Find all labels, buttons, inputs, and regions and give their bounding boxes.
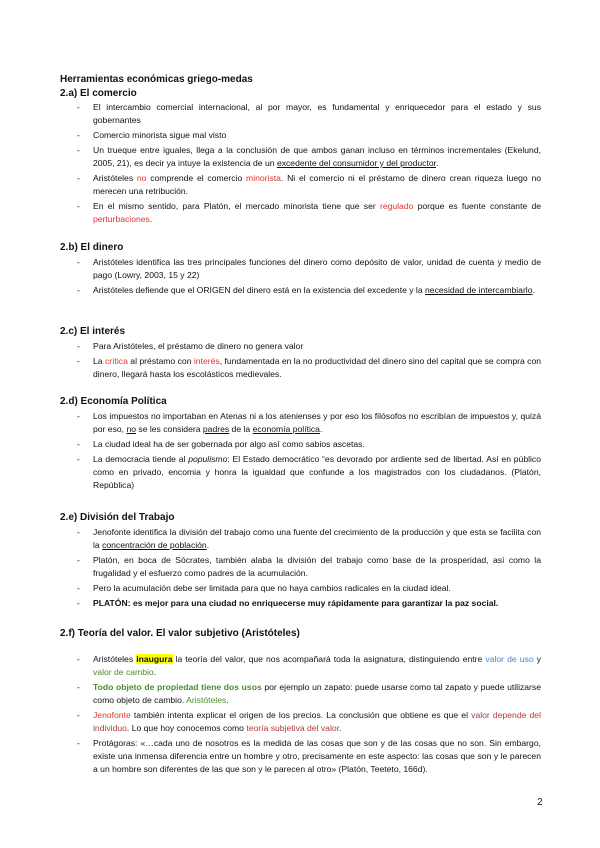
list-item: - Aristóteles defiende que el ORIGEN del dinero está en la existencia del excedente y la necesidad de intercambiarlo. bbox=[0, 284, 541, 297]
list-item: - Un trueque entre iguales, llega a la conclusión de que ambos ganan incluso en términos incrementales (Ekelund, 2005, 21), es decir ya intuye la existencia de un excedente del consumidor y del productor. bbox=[0, 144, 541, 170]
list-dinero bbox=[0, 256, 600, 299]
list-item: - La democracia tiende al populismo: El Estado democrático “es devorado por ardiente sed de libertad. Así en público como en privado, encomia y honra la igualdad que confunde a los magistrados con los ciudadanos. (Platón, República) bbox=[0, 453, 541, 492]
page-number: 2 bbox=[537, 797, 543, 808]
list-item: - En el mismo sentido, para Platón, el mercado minorista tiene que ser regulado porque es fuente constante de perturbaciones. bbox=[0, 200, 541, 226]
section-heading-economia-politica: 2.d) Economía Política bbox=[60, 396, 167, 407]
document-title: Herramientas económicas griego-medas bbox=[60, 74, 253, 85]
list-item: - Aristóteles inaugura la teoría del valor, que nos acompañará toda la asignatura, distinguiendo entre valor de uso y valor de cambio. bbox=[0, 653, 541, 679]
list-item: - Jenofonte también intenta explicar el origen de los precios. La conclusión que obtiene es que el valor depende del individuo. Lo que hoy conocemos como teoría subjetiva del valor. bbox=[0, 709, 541, 735]
list-item: - Jenofonte identifica la división del trabajo como una fuente del crecimiento de la producción y que esta se facilita con la concentración de población. bbox=[0, 526, 541, 552]
section-heading-comercio: 2.a) El comercio bbox=[60, 88, 137, 99]
list-division-trabajo bbox=[0, 526, 600, 612]
list-item: - Para Aristóteles, el préstamo de dinero no genera valor bbox=[0, 340, 541, 353]
list-item: - La crítica al préstamo con interés, fundamentada en la no productividad del dinero sino del capital que se compra con dinero, llegará hasta los escolásticos medievales. bbox=[0, 355, 541, 381]
list-item: - Pero la acumulación debe ser limitada para que no haya cambios radicales en la ciudad ideal. bbox=[0, 582, 541, 595]
section-heading-dinero: 2.b) El dinero bbox=[60, 242, 124, 253]
list-item: - Platón, en boca de Sócrates, también alaba la división del trabajo como base de la prosperidad, así como la frugalidad y el esfuerzo como padres de la acumulación. bbox=[0, 554, 541, 580]
list-item: - Aristóteles identifica las tres principales funciones del dinero como depósito de valor, unidad de cuenta y medio de pago (Lowry, 2003, 15 y 22) bbox=[0, 256, 541, 282]
list-item: - Todo objeto de propiedad tiene dos usos por ejemplo un zapato: puede usarse como tal zapato y puede utilizarse como objeto de cambio. Aristóteles. bbox=[0, 681, 541, 707]
list-item: - Los impuestos no importaban en Atenas ni a los atenienses y por eso los filósofos no escribían de impuestos y, quizá por eso, no se les considera padres de la economía política. bbox=[0, 410, 541, 436]
section-heading-interes: 2.c) El interés bbox=[60, 326, 126, 337]
list-item: - Protágoras: «…cada uno de nosotros es la medida de las cosas que son y de las cosas que no son. Sin embargo, existe una inmensa diferencia entre un hombre y otro, precisamente en este aspecto: las cosas que son y le parecen a un hombre son diferentes de las que son y le parecen al otro» (Platón, Teeteto, 166d). bbox=[0, 737, 541, 776]
list-teoria-valor bbox=[0, 653, 600, 778]
list-item: - El intercambio comercial internacional, al por mayor, es fundamental y enriquecedor para el estado y sus gobernantes bbox=[0, 101, 541, 127]
section-heading-teoria-valor: 2.f) Teoría del valor. El valor subjetivo (Aristóteles) bbox=[60, 628, 300, 639]
section-heading-division-trabajo: 2.e) División del Trabajo bbox=[60, 512, 175, 523]
list-interes bbox=[0, 340, 600, 383]
list-comercio bbox=[0, 101, 600, 228]
list-item: - Comercio minorista sigue mal visto bbox=[0, 129, 541, 142]
list-item: - La ciudad ideal ha de ser gobernada por algo así como sabios ascetas. bbox=[0, 438, 541, 451]
list-item: - PLATÓN: es mejor para una ciudad no enriquecerse muy rápidamente para garantizar la paz social. bbox=[0, 597, 541, 610]
list-economia-politica bbox=[0, 410, 600, 494]
list-item: - Aristóteles no comprende el comercio minorista. Ni el comercio ni el préstamo de dinero crean riqueza luego no merecen una retribución. bbox=[0, 172, 541, 198]
